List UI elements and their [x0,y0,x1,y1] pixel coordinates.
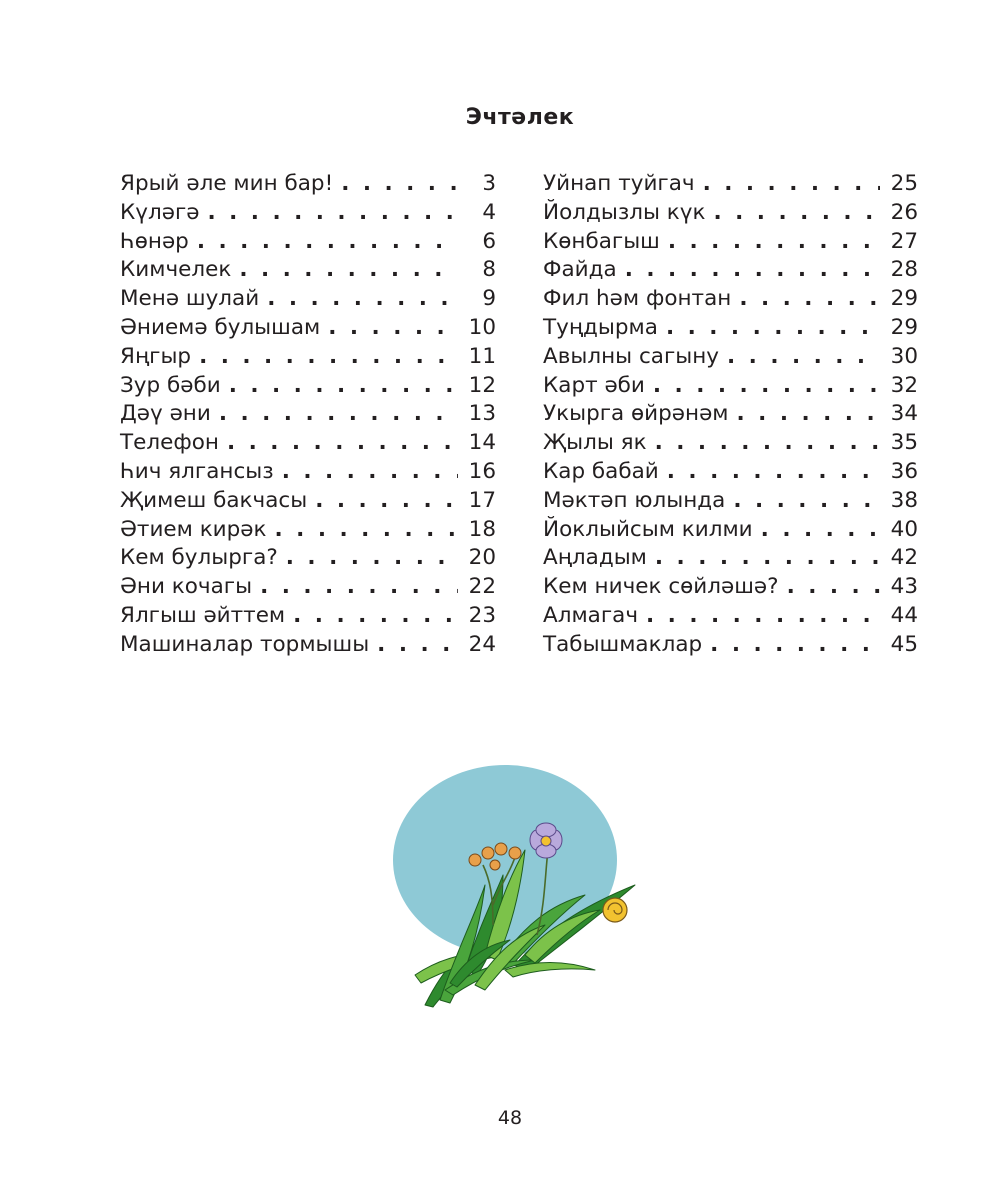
toc-entry [120,343,496,372]
toc-entry [120,314,496,343]
toc-entry-title: Көнбагыш [543,228,660,254]
toc-entry-page: 26 [890,199,918,225]
toc-entry-title: Йолдызлы күк [543,199,706,225]
toc-entry [543,487,918,516]
toc-entry [120,170,496,199]
dot-leader [655,429,880,458]
toc-entry-title: Алмагач [543,602,639,628]
toc-entry [543,170,918,199]
toc-entry-page: 29 [890,314,918,340]
toc-entry-page: 32 [890,372,918,398]
toc-entry-page: 10 [468,314,496,340]
dot-leader [199,343,458,372]
toc-entry [120,631,496,660]
toc-entry [120,487,496,516]
toc-entry [543,256,918,285]
toc-entry-page: 9 [482,286,496,312]
dot-leader [293,602,458,631]
dot-leader [239,256,458,285]
toc-entry [543,516,918,545]
toc-entry-page: 4 [482,199,496,225]
toc-entry-page: 6 [482,228,496,254]
dot-leader [739,285,880,314]
toc-entry-page: 27 [890,228,918,254]
toc-entry-title: Карт әби [543,372,645,398]
toc-entry-title: Кем ничек сөйләшә? [543,574,779,600]
dot-leader [653,372,880,401]
dot-leader [219,400,458,429]
toc-entry-title: Җимеш бакчасы [120,487,308,513]
toc-entry [120,458,496,487]
dot-leader [207,199,458,228]
toc-entry-title: Дәү әни [120,401,211,427]
toc-entry-page: 20 [468,545,496,571]
dot-leader [229,372,458,401]
toc-entry-page: 35 [890,430,918,456]
toc-entry-title: Кем булырга? [120,545,278,571]
toc-entry-title: Туңдырма [543,314,658,340]
toc-entry-title: Җылы як [543,430,647,456]
toc-entry-page: 29 [890,286,918,312]
toc-entry-title: Мәктәп юлында [543,487,726,513]
toc-entry-title: Аңладым [543,545,647,571]
toc-entry-page: 36 [890,458,918,484]
dot-leader [267,285,458,314]
toc-entry [120,199,496,228]
toc-entry-page: 25 [890,171,918,196]
toc-left-column [120,170,496,660]
grass-flowers-illustration [385,755,655,1020]
toc-entry-title: Һич ялгансыз [120,458,274,484]
toc-entry-title: Уйнап туйгач [543,171,695,196]
toc-entry-title: Фил һәм фонтан [543,286,732,312]
toc-entry-title: Зур бәби [120,372,221,398]
toc-entry-page: 8 [482,257,496,283]
toc-entry-title: Әтием кирәк [120,516,267,542]
toc-entry [543,343,918,372]
dot-leader [377,631,458,660]
dot-leader [197,228,458,257]
toc-entry [120,256,496,285]
toc-entry-page: 30 [890,343,918,369]
page-number: 48 [497,1107,523,1129]
toc-entry [543,602,918,631]
dot-leader [666,314,880,343]
dot-leader [646,602,880,631]
toc-entry [543,285,918,314]
toc-entry-title: Һөнәр [120,228,189,254]
dot-leader [667,458,880,487]
dot-leader [286,544,458,573]
toc-entry-title: Йоклыйсым килми [543,516,753,542]
toc-entry-title: Телефон [120,430,219,456]
toc-entry-title: Әни кочагы [120,574,253,600]
toc-entry-page: 45 [890,631,918,657]
toc-entry [120,400,496,429]
dot-leader [315,487,458,516]
toc-entry-title: Кимчелек [120,257,232,283]
toc-entry-title: Файда [543,257,617,283]
toc-entry-page: 11 [468,343,496,369]
toc-entry-title: Укырга өйрәнәм [543,401,729,427]
toc-entry [543,458,918,487]
toc-entry-title: Кар бабай [543,458,659,484]
toc-entry-page: 28 [890,257,918,283]
toc-entry [120,372,496,401]
toc-entry-title: Табышмаклар [543,631,703,657]
toc-entry [120,573,496,602]
dot-leader [625,256,880,285]
page-title: Эчтәлек [465,105,575,130]
dot-leader [787,573,880,602]
toc-entry-title: Машиналар тормышы [120,631,370,657]
toc-entry [543,400,918,429]
toc-entry-page: 23 [468,602,496,628]
toc-entry-page: 24 [468,631,496,657]
toc-entry [120,602,496,631]
toc-entry [120,228,496,257]
toc-entry-page: 3 [482,171,496,196]
dot-leader [737,400,880,429]
toc-entry-page: 34 [890,401,918,427]
dot-leader [733,487,880,516]
dot-leader [328,314,458,343]
toc-entry [543,199,918,228]
toc-entry-page: 43 [890,574,918,600]
toc-entry-title: Ярый әле мин бар! [120,171,334,196]
toc-entry [543,544,918,573]
dot-leader [727,343,880,372]
toc-entry-title: Менә шулай [120,286,260,312]
toc-entry [120,544,496,573]
toc-entry [120,429,496,458]
toc-entry-title: Ялгыш әйттем [120,602,286,628]
toc-entry-title: Авылны сагыну [543,343,720,369]
toc-entry-page: 18 [468,516,496,542]
toc-entry-page: 42 [890,545,918,571]
toc-entry-page: 13 [468,401,496,427]
snail [603,898,627,922]
toc-entry-page: 22 [468,574,496,600]
toc-entry [543,372,918,401]
toc-right-column [543,170,918,660]
dot-leader [275,516,458,545]
toc-entry [543,228,918,257]
toc-entry-page: 38 [890,487,918,513]
toc-entry-page: 17 [468,487,496,513]
dot-leader [341,170,458,199]
toc-entry-page: 14 [468,430,496,456]
dot-leader [703,170,880,199]
toc-entry [120,285,496,314]
toc-entry [120,516,496,545]
dot-leader [282,458,458,487]
dot-leader [714,199,881,228]
dot-leader [260,573,458,602]
toc-entry-title: Күләгә [120,199,200,225]
dot-leader [761,516,880,545]
toc-entry [543,429,918,458]
toc-entry-page: 44 [890,602,918,628]
toc-entry-title: Әниемә булышам [120,314,321,340]
dot-leader [655,544,880,573]
toc-entry-title: Яңгыр [120,343,192,369]
toc-entry [543,573,918,602]
toc-entry [543,314,918,343]
dot-leader [227,429,458,458]
toc-entry [543,631,918,660]
dot-leader [710,631,880,660]
dot-leader [668,228,880,257]
toc-entry-page: 16 [468,458,496,484]
toc-entry-page: 40 [890,516,918,542]
toc-entry-page: 12 [468,372,496,398]
